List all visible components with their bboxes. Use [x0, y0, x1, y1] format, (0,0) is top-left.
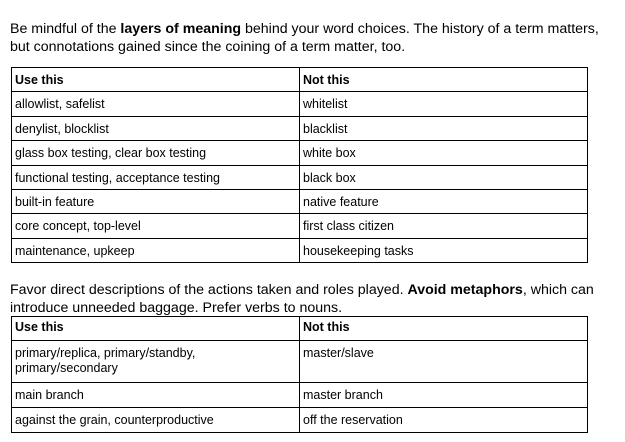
not-this-cell: master/slave — [300, 341, 588, 383]
table-row — [12, 165, 588, 189]
table-row — [12, 408, 588, 433]
not-this-cell: master branch — [300, 383, 588, 408]
not-this-header: Not this — [300, 68, 588, 92]
not-this-cell: off the reservation — [300, 408, 588, 433]
use-this-cell: glass box testing, clear box testing — [12, 141, 300, 165]
not-this-cell: first class citizen — [300, 214, 588, 238]
not-this-header: Not this — [300, 317, 588, 341]
use-this-cell: functional testing, acceptance testing — [12, 165, 300, 189]
intro-emphasis: layers of meaning — [120, 21, 242, 37]
not-this-cell: whitelist — [300, 92, 588, 116]
table-row — [12, 92, 588, 116]
table-row — [12, 341, 588, 383]
use-this-cell: core concept, top-level — [12, 214, 300, 238]
use-this-header: Use this — [12, 317, 300, 341]
use-this-cell: allowlist, safelist — [12, 92, 300, 116]
use-this-cell: built-in feature — [12, 189, 300, 213]
use-this-cell: main branch — [12, 383, 300, 408]
table-row — [12, 116, 588, 140]
metaphor-emphasis: Avoid metaphors — [407, 282, 523, 298]
metaphor-text-end: , which can introduce unneeded baggage. Prefer verbs to nouns. — [10, 282, 594, 316]
not-this-cell: white box — [300, 141, 588, 165]
metaphor-text-start: Favor direct descriptions of the actions taken and roles played. — [10, 282, 408, 298]
not-this-cell: native feature — [300, 189, 588, 213]
not-this-cell: housekeeping tasks — [300, 238, 588, 262]
use-this-cell: primary/replica, primary/standby, primary/secondary — [12, 341, 300, 383]
not-this-cell: blacklist — [300, 116, 588, 140]
table-row — [12, 383, 588, 408]
use-this-cell: maintenance, upkeep — [12, 238, 300, 262]
intro-text-end: behind your word choices. The history of a term matters, but connotations gained since the coining of a term matter, too. — [10, 21, 599, 55]
table-row — [12, 189, 588, 213]
intro-text-start: Be mindful of the — [10, 21, 121, 37]
intro-paragraph — [10, 20, 622, 56]
table-row — [12, 141, 588, 165]
use-this-cell: denylist, blocklist — [12, 116, 300, 140]
use-this-header: Use this — [12, 68, 300, 92]
table-row — [12, 214, 588, 238]
metaphor-paragraph — [10, 281, 622, 317]
table-header-row — [12, 68, 588, 92]
word-choice-table — [11, 67, 588, 263]
table-header-row — [12, 317, 588, 341]
table-row — [12, 238, 588, 262]
metaphor-table — [11, 316, 588, 433]
not-this-cell: black box — [300, 165, 588, 189]
use-this-cell: against the grain, counterproductive — [12, 408, 300, 433]
